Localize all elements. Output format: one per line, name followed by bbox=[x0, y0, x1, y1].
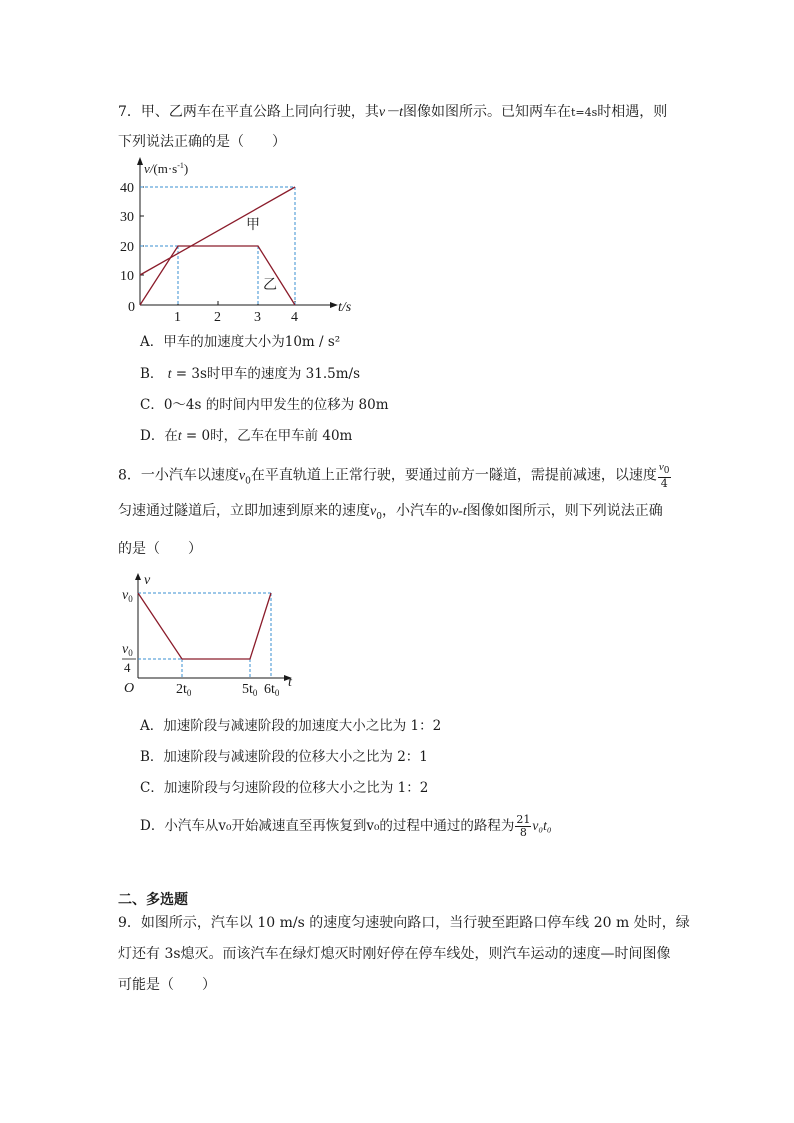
q7-xtick-4: 4 bbox=[291, 310, 298, 325]
q7-y-arrow bbox=[137, 157, 143, 165]
q8-option-a: A．加速阶段与减速阶段的加速度大小之比为 1：2 bbox=[140, 718, 442, 734]
q9-stem-line1: 9．如图所示，汽车以 10 m/s 的速度匀速驶向路口，当行驶至距路口停车线 20 m 处时，绿 bbox=[118, 915, 690, 931]
q8-xlabel-5t0: $5t_0$ bbox=[242, 682, 258, 698]
q8-ylabel-v0-frac-num: $v_0$ bbox=[122, 642, 133, 658]
q8-option-b: B．加速阶段与减速阶段的位移大小之比为 2：1 bbox=[140, 749, 428, 765]
q8-axis-t: t bbox=[288, 675, 292, 690]
q8-axis-v: v bbox=[144, 573, 151, 588]
q9-stem-line2: 灯还有 3s熄灭。而该汽车在绿灯熄灭时刚好停在停车线处，则汽车运动的速度—时间图像 bbox=[118, 946, 671, 962]
q7-x-arrow bbox=[330, 302, 338, 308]
q9-stem-line3: 可能是（ ） bbox=[118, 977, 216, 993]
q8-frac-v0-4: $\frac{v_0}{4}$ bbox=[658, 461, 670, 491]
q7-x-label: t/s bbox=[338, 300, 352, 315]
q7-ytick-20: 20 bbox=[120, 240, 134, 255]
q7-line-yi bbox=[140, 246, 295, 305]
q8-ylabel-v0-frac-den: 4 bbox=[124, 660, 131, 675]
q8-y-arrow bbox=[135, 573, 141, 580]
q7-option-d: D．在t = 0时，乙车在甲车前 40m bbox=[140, 428, 353, 444]
q8-option-c: C．加速阶段与匀速阶段的位移大小之比为 1：2 bbox=[140, 780, 429, 796]
q7-ytick-30: 30 bbox=[120, 210, 134, 225]
q7-xtick-1: 1 bbox=[174, 310, 181, 325]
q7-stem-line2: 下列说法正确的是（ ） bbox=[118, 134, 286, 150]
q8-xlabel-2t0: $2t_0$ bbox=[176, 682, 192, 698]
q7-xtick-2: 2 bbox=[214, 310, 221, 325]
q7-stem-line1: 7．甲、乙两车在平直公路上同向行驶，其v－t图像如图所示。已知两车在t=4s时相遇，则 bbox=[118, 104, 668, 120]
q7-vt-graph bbox=[112, 155, 372, 325]
q8-line-vt bbox=[138, 593, 271, 659]
q7-label-yi: 乙 bbox=[263, 278, 277, 293]
q7-y-label: $v/(m\cdot s^{-1})$ bbox=[144, 161, 189, 176]
q8-vt-graph bbox=[116, 570, 306, 700]
q8-ylabel-v0: $v_0$ bbox=[122, 588, 133, 604]
q7-ytick-40: 40 bbox=[120, 181, 134, 196]
q8-frac-21-8: $\frac{21}{8}$ bbox=[516, 813, 531, 839]
q7-option-a: A．甲车的加速度大小为10m / s² bbox=[140, 334, 341, 350]
q7-ytick-10: 10 bbox=[120, 269, 134, 284]
q8-stem-line1: 8．一小汽车以速度$v_0$在平直轨道上正常行驶，要通过前方一隧道，需提前减速，以速度 $\frac{v_0}{4}$ bbox=[118, 461, 670, 491]
q8-origin: O bbox=[124, 681, 135, 696]
q7-xtick-3: 3 bbox=[254, 310, 261, 325]
q8-stem-line3: 的是（ ） bbox=[118, 541, 202, 557]
q7-label-jia: 甲 bbox=[246, 218, 260, 233]
q7-ytick-0: 0 bbox=[128, 300, 135, 315]
q7-line-jia bbox=[140, 187, 295, 275]
q7-option-c: C．0～4s 的时间内甲发生的位移为 80m bbox=[140, 397, 389, 413]
q7-option-b: B． t = 3s时甲车的速度为 31.5m/s bbox=[140, 366, 361, 382]
q8-option-d: D．小汽车从v₀开始减速直至再恢复到v₀的过程中通过的路程为 $\frac{21}{8}$ v₀t₀ bbox=[140, 813, 552, 839]
q8-xlabel-6t0: $6t_0$ bbox=[264, 682, 280, 698]
section-multi-choice-title: 二、多选题 bbox=[118, 892, 188, 908]
q8-stem-line2: 匀速通过隧道后，立即加速到原来的速度$v_0$，小汽车的v-t图像如图所示，则下列说法正确 bbox=[118, 503, 663, 522]
